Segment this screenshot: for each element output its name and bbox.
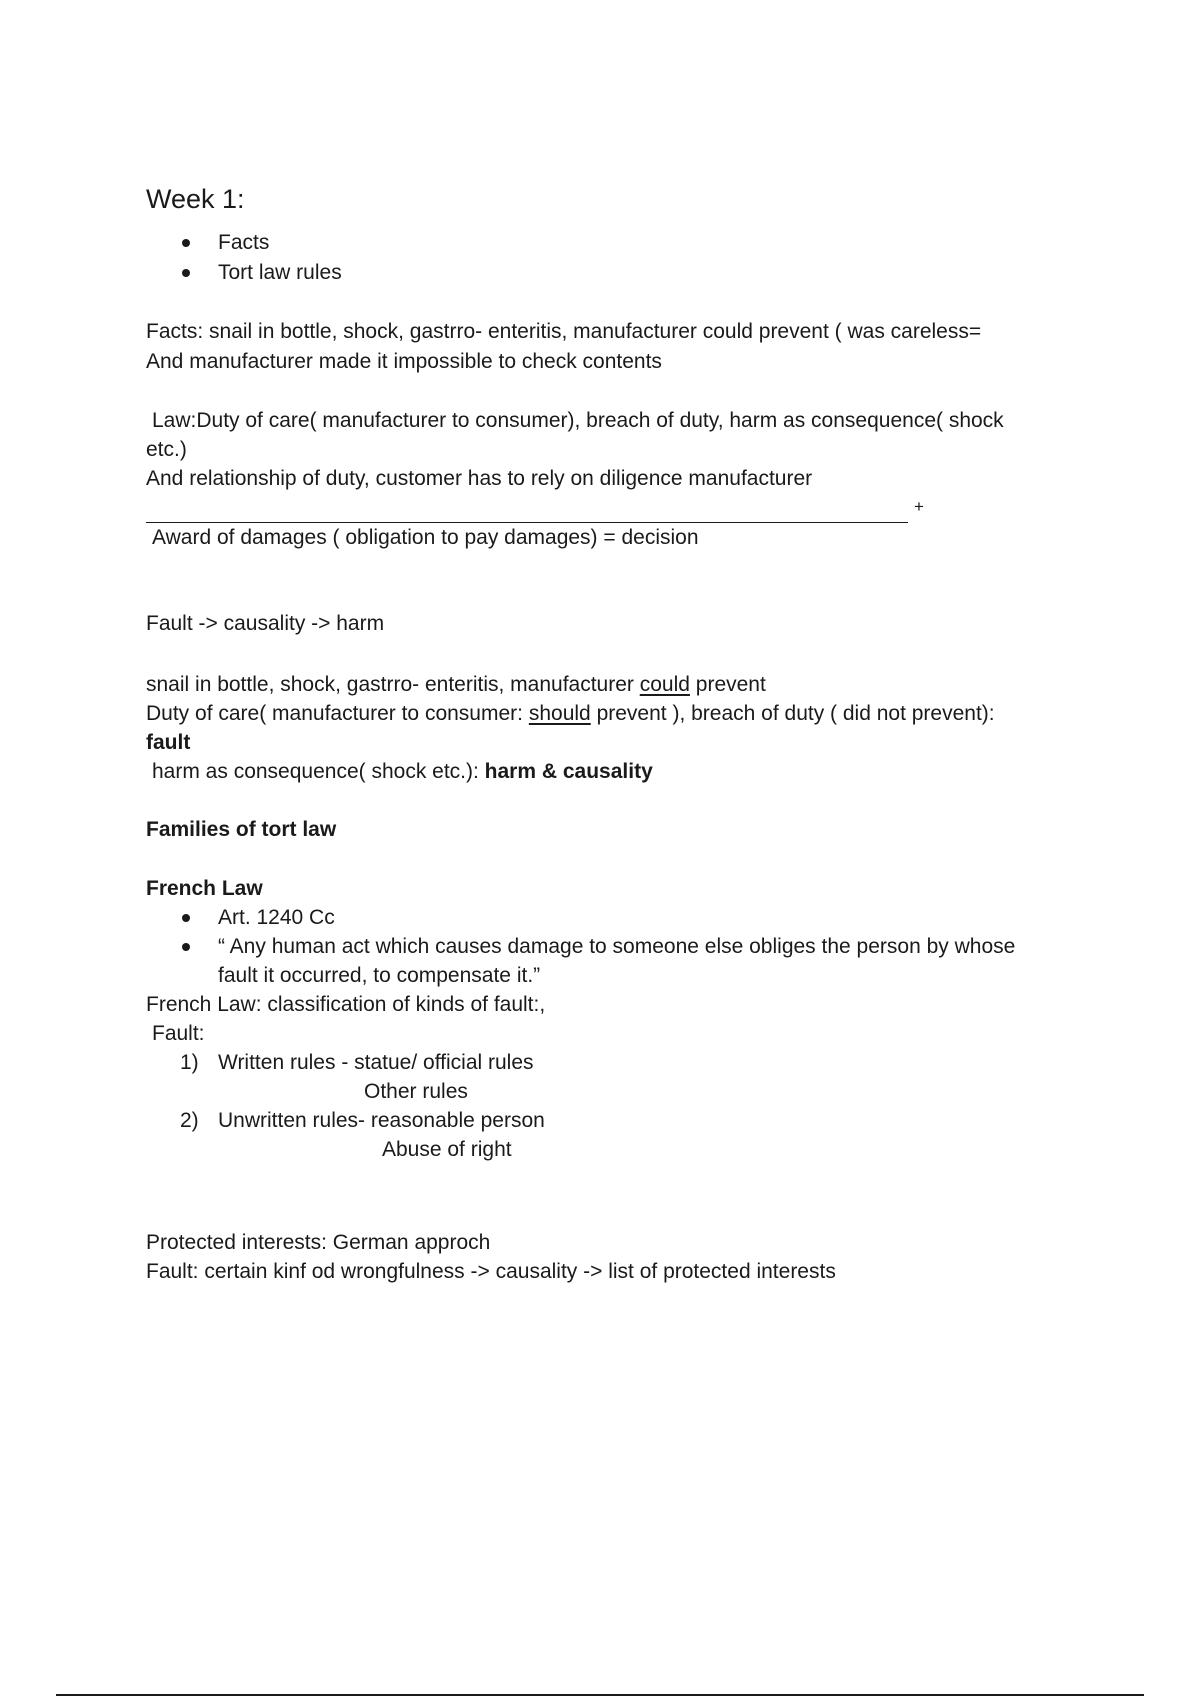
fault-bold: fault xyxy=(146,731,191,754)
law-line-3: And relationship of duty, customer has to rely on diligence manufacturer xyxy=(146,467,813,490)
bullet-dot xyxy=(182,269,190,277)
analysis-line-2-start: Duty of care( manufacturer to consumer: xyxy=(146,702,523,725)
list-number-2: 2) xyxy=(180,1109,199,1132)
facts-line-2: And manufacturer made it impossible to check contents xyxy=(146,350,662,373)
law-line-2: etc.) xyxy=(146,438,187,461)
analysis-line-4-start: harm as consequence( shock etc.): xyxy=(152,760,479,783)
intro-bullet-tort-law-rules: Tort law rules xyxy=(218,261,342,284)
analysis-line-1-start: snail in bottle, shock, gastrro- enteritis, manufacturer xyxy=(146,673,634,696)
analysis-line-1 xyxy=(146,671,766,699)
analysis-line-2 xyxy=(146,700,995,728)
french-bullet-art: Art. 1240 Cc xyxy=(218,906,335,929)
other-rules: Other rules xyxy=(364,1080,468,1103)
bullet-dot xyxy=(182,239,190,247)
bullet-dot xyxy=(182,914,190,922)
french-classification: French Law: classification of kinds of fault:, xyxy=(146,993,546,1016)
fault-label: Fault: xyxy=(152,1022,205,1045)
harm-causality-bold: harm & causality xyxy=(484,760,653,783)
bullet-dot xyxy=(182,943,190,951)
list-number-1: 1) xyxy=(180,1051,199,1074)
analysis-line-4 xyxy=(152,758,653,786)
french-bullet-quote-line-1: “ Any human act which causes damage to someone else obliges the person by whose xyxy=(218,935,1016,958)
protected-interests-line-2: Fault: certain kinf od wrongfulness -> causality -> list of protected interests xyxy=(146,1260,836,1283)
could-underlined: could xyxy=(639,673,690,696)
analysis-line-1-end: prevent xyxy=(695,673,766,696)
page-bottom-border xyxy=(56,1694,1144,1696)
unwritten-rules: Unwritten rules- reasonable person xyxy=(218,1109,545,1132)
protected-interests-line-1: Protected interests: German approch xyxy=(146,1231,491,1254)
written-rules: Written rules - statue/ official rules xyxy=(218,1051,534,1074)
families-heading: Families of tort law xyxy=(146,818,337,841)
should-underlined: should xyxy=(528,702,591,725)
fault-chain: Fault -> causality -> harm xyxy=(146,612,385,635)
french-law-heading: French Law xyxy=(146,877,263,900)
facts-line-1: Facts: snail in bottle, shock, gastrro- enteritis, manufacturer could prevent ( was careless= xyxy=(146,320,982,343)
analysis-line-2-end: prevent ), breach of duty ( did not prevent): xyxy=(596,702,995,725)
week-heading: Week 1: xyxy=(146,184,245,214)
award-line: Award of damages ( obligation to pay damages) = decision xyxy=(152,526,699,549)
intro-bullet-facts: Facts xyxy=(218,231,270,254)
law-line-1: Law:Duty of care( manufacturer to consumer), breach of duty, harm as consequence( shock xyxy=(152,409,1004,432)
french-bullet-quote-line-2: fault it occurred, to compensate it.” xyxy=(218,964,541,987)
abuse-of-right: Abuse of right xyxy=(382,1138,512,1161)
plus-sign: + xyxy=(914,497,924,516)
horizontal-rule xyxy=(146,522,908,523)
